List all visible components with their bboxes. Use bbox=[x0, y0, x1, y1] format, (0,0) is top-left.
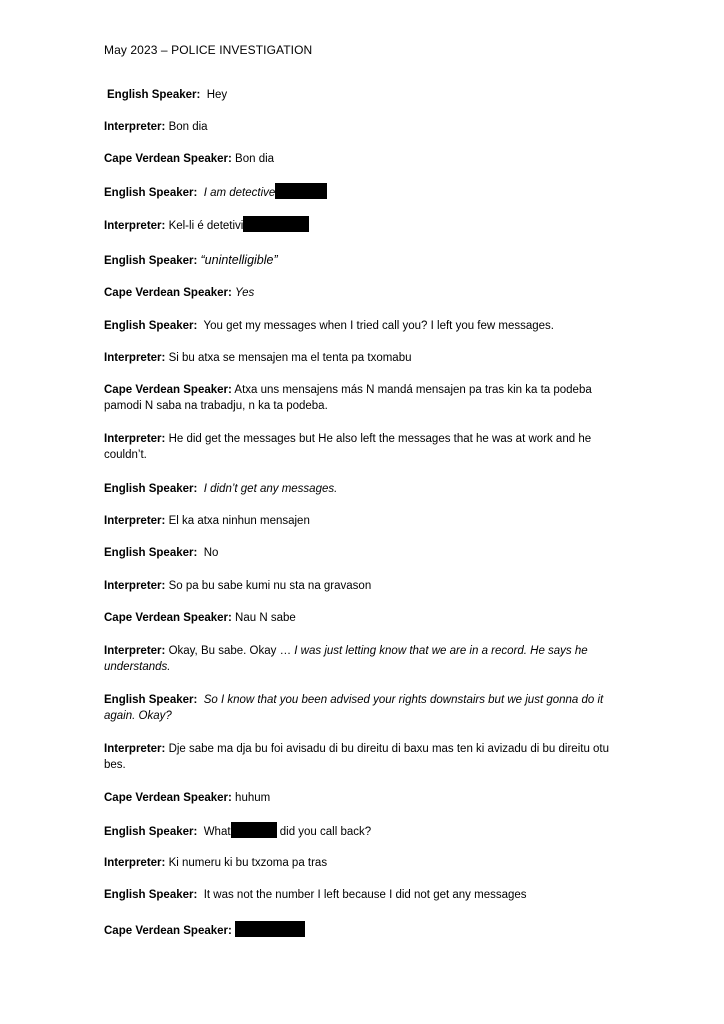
utterance: Okay, Bu sabe. Okay … bbox=[168, 645, 292, 657]
utterance: He did get the messages but He also left the messages that he was at work and he couldn’t. bbox=[104, 433, 592, 461]
utterance: So I know that you been advised your rights downstairs but we just gonna do it again. Okay? bbox=[104, 694, 604, 722]
utterance: So pa bu sabe kumi nu sta na gravason bbox=[168, 580, 372, 592]
utterance-italic: I was just letting know that we are in a record. He says he understands. bbox=[104, 645, 588, 673]
speaker-label: English Speaker: bbox=[104, 255, 198, 267]
speaker-label: English Speaker: bbox=[107, 89, 201, 101]
speaker-label: English Speaker: bbox=[104, 187, 198, 199]
utterance: Ki numeru ki bu txzoma pa tras bbox=[168, 857, 328, 869]
utterance: Dje sabe ma dja bu foi avisadu di bu direitu di baxu mas ten ki avizadu di bu direitu otu bes. bbox=[104, 743, 610, 771]
speaker-label: Interpreter: bbox=[104, 580, 166, 592]
utterance: Hey bbox=[206, 89, 228, 101]
utterance: I didn’t get any messages. bbox=[203, 483, 338, 495]
transcript-line bbox=[104, 318, 624, 334]
transcript-line bbox=[104, 481, 624, 497]
transcript-line bbox=[104, 119, 624, 135]
transcript-line bbox=[104, 252, 624, 269]
utterance: I am detective bbox=[203, 187, 276, 199]
utterance: Nau N sabe bbox=[235, 612, 296, 624]
utterance: Yes bbox=[235, 287, 255, 299]
speaker-label: Cape Verdean Speaker: bbox=[104, 153, 232, 165]
transcript-line bbox=[104, 285, 624, 301]
utterance: Bon dia bbox=[235, 153, 275, 165]
redaction-block bbox=[231, 822, 277, 838]
speaker-label: Cape Verdean Speaker: bbox=[104, 792, 232, 804]
transcript-line bbox=[104, 855, 624, 871]
utterance: It was not the number I left because I did not get any messages bbox=[203, 889, 527, 901]
transcript-line bbox=[104, 643, 624, 675]
utterance: You get my messages when I tried call you? I left you few messages. bbox=[203, 320, 555, 332]
speaker-label: Interpreter: bbox=[104, 220, 166, 232]
transcript-line bbox=[104, 151, 624, 167]
transcript-line bbox=[104, 382, 624, 414]
speaker-label: English Speaker: bbox=[104, 483, 198, 495]
redaction-block bbox=[235, 921, 305, 937]
transcript-line bbox=[104, 921, 624, 939]
transcript-line bbox=[104, 610, 624, 626]
speaker-label: Interpreter: bbox=[104, 121, 166, 133]
speaker-label: English Speaker: bbox=[104, 826, 198, 838]
speaker-label: Interpreter: bbox=[104, 857, 166, 869]
speaker-label: Cape Verdean Speaker: bbox=[104, 925, 232, 937]
speaker-label: Interpreter: bbox=[104, 515, 166, 527]
utterance: El ka atxa ninhun mensajen bbox=[168, 515, 310, 527]
utterance: huhum bbox=[235, 792, 271, 804]
utterance: No bbox=[203, 547, 219, 559]
utterance: “unintelligible” bbox=[200, 253, 278, 267]
speaker-label: Cape Verdean Speaker: bbox=[104, 612, 232, 624]
transcript-line bbox=[104, 741, 624, 773]
speaker-label: Interpreter: bbox=[104, 352, 166, 364]
utterance: Atxa uns mensajens más N mandá mensajen pa tras kin ka ta podeba pamodi N saba na trabadju, n ka ta podeba. bbox=[104, 384, 592, 412]
speaker-label: Interpreter: bbox=[104, 433, 166, 445]
speaker-label: English Speaker: bbox=[104, 547, 198, 559]
utterance: Kel-li é detetivi bbox=[168, 220, 244, 232]
transcript-line bbox=[104, 790, 624, 806]
transcript-line bbox=[104, 692, 624, 724]
transcript-line bbox=[104, 887, 624, 903]
utterance-continued: did you call back? bbox=[279, 826, 372, 838]
transcript-line bbox=[104, 513, 624, 529]
utterance: Si bu atxa se mensajen ma el tenta pa txomabu bbox=[168, 352, 412, 364]
speaker-label: Interpreter: bbox=[104, 645, 166, 657]
transcript-line bbox=[104, 87, 624, 103]
redaction-block bbox=[243, 216, 309, 232]
speaker-label: Cape Verdean Speaker: bbox=[104, 287, 232, 299]
transcript-line bbox=[104, 545, 624, 561]
speaker-label: Interpreter: bbox=[104, 743, 166, 755]
transcript-line bbox=[104, 578, 624, 594]
utterance: Bon dia bbox=[168, 121, 208, 133]
redaction-block bbox=[275, 183, 327, 199]
page-header: May 2023 – POLICE INVESTIGATION bbox=[104, 43, 313, 57]
speaker-label: English Speaker: bbox=[104, 889, 198, 901]
speaker-label: Cape Verdean Speaker: bbox=[104, 384, 232, 396]
transcript-line bbox=[104, 183, 624, 201]
transcript-line bbox=[104, 822, 624, 840]
transcript-line bbox=[104, 431, 624, 463]
utterance: What bbox=[203, 826, 231, 838]
speaker-label: English Speaker: bbox=[104, 694, 198, 706]
speaker-label: English Speaker: bbox=[104, 320, 198, 332]
transcript-line bbox=[104, 216, 624, 234]
transcript-line bbox=[104, 350, 624, 366]
